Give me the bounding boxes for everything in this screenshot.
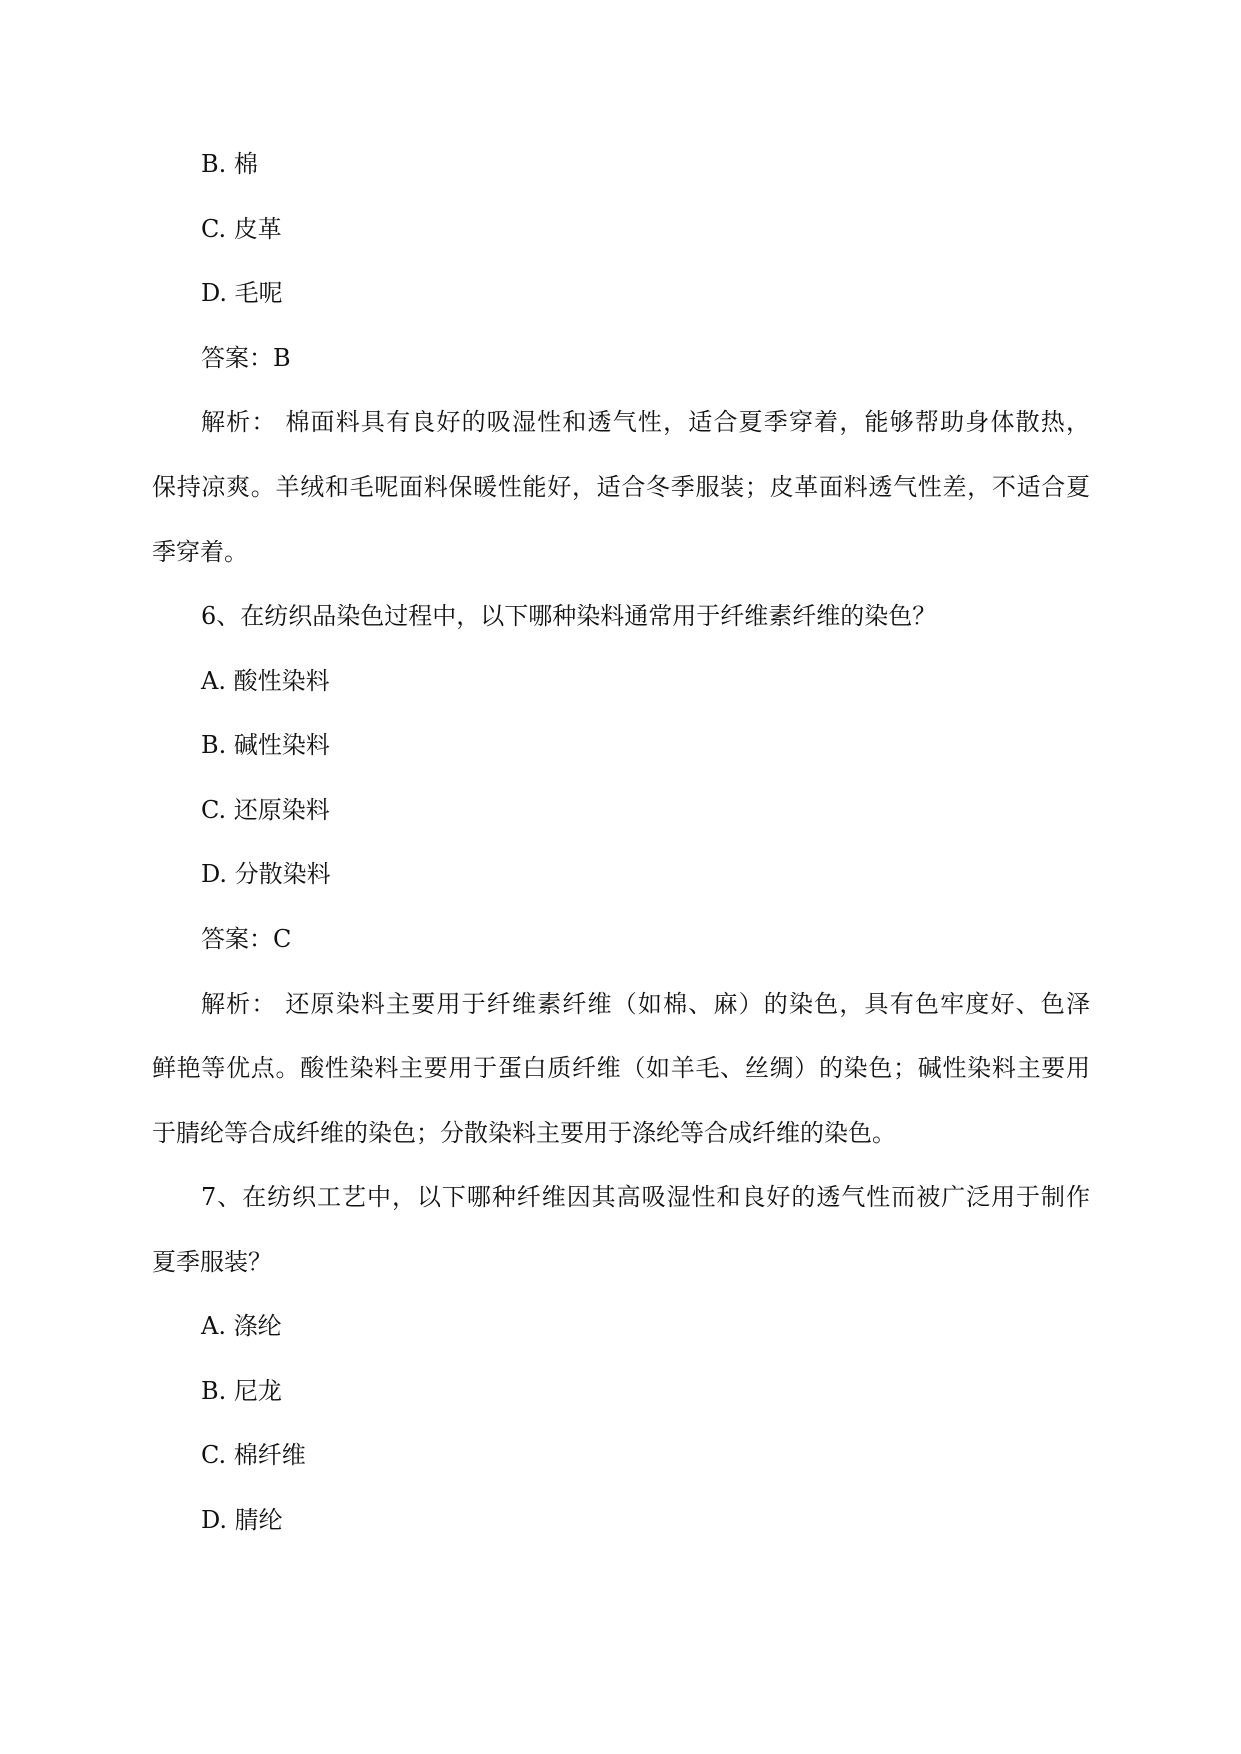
- q6-analysis-line3: 于腈纶等合成纤维的染色；分散染料主要用于涤纶等合成纤维的染色。: [152, 1119, 896, 1147]
- q6-option-b: B. 碱性染料: [201, 731, 330, 759]
- q5-analysis-line3: 季穿着。: [152, 538, 248, 566]
- q5-option-c: C. 皮革: [201, 215, 282, 243]
- q5-option-d: D. 毛呢: [201, 279, 283, 307]
- q7-option-c: C. 棉纤维: [201, 1441, 306, 1469]
- q7-option-b: B. 尼龙: [201, 1377, 282, 1405]
- q7-question-line1: 7、在纺织工艺中，以下哪种纤维因其高吸湿性和良好的透气性而被广泛用于制作: [201, 1183, 1090, 1211]
- q5-analysis-line2: 保持凉爽。羊绒和毛呢面料保暖性能好，适合冬季服装；皮革面料透气性差，不适合夏: [152, 473, 1090, 501]
- q5-option-b: B. 棉: [201, 150, 258, 178]
- q7-option-d: D. 腈纶: [201, 1506, 283, 1534]
- q7-option-a: A. 涤纶: [201, 1312, 282, 1340]
- q6-option-a: A. 酸性染料: [201, 667, 330, 695]
- q6-option-d: D. 分散染料: [201, 860, 331, 888]
- q6-answer: 答案：C: [201, 925, 292, 953]
- q6-option-c: C. 还原染料: [201, 796, 330, 824]
- q6-analysis-line2: 鲜艳等优点。酸性染料主要用于蛋白质纤维（如羊毛、丝绸）的染色；碱性染料主要用: [152, 1054, 1090, 1082]
- q7-question-line2: 夏季服装？: [152, 1248, 272, 1276]
- q6-question: 6、在纺织品染色过程中，以下哪种染料通常用于纤维素纤维的染色？: [201, 602, 937, 630]
- q6-analysis-line1: 解析： 还原染料主要用于纤维素纤维（如棉、麻）的染色，具有色牢度好、色泽: [201, 990, 1090, 1018]
- q5-analysis-line1: 解析： 棉面料具有良好的吸湿性和透气性，适合夏季穿着，能够帮助身体散热，: [201, 408, 1090, 436]
- q5-answer: 答案：B: [201, 344, 291, 372]
